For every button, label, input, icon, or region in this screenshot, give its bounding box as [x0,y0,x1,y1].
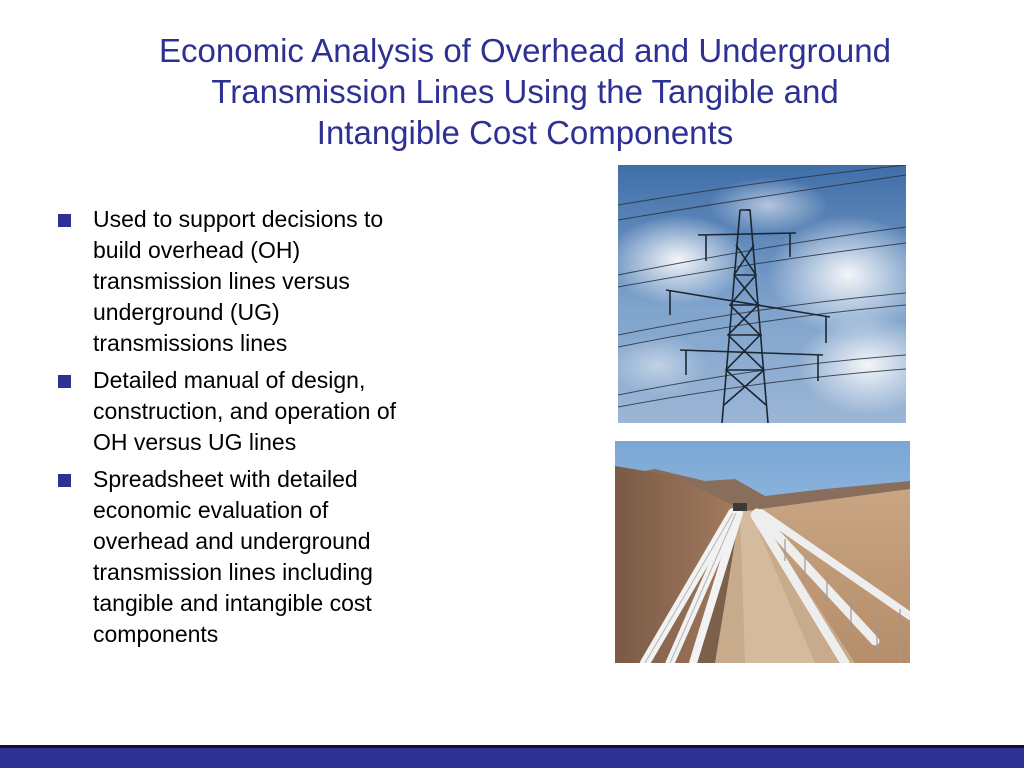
square-bullet-icon [58,474,71,487]
bullet-text-line: Spreadsheet with detailed [93,466,358,492]
footer-bar [0,745,1024,768]
bullet-text-line: construction, and operation of [93,398,397,424]
bullet-item [56,365,486,458]
bullet-text-line: transmissions lines [93,330,288,356]
bullet-text-line: build overhead (OH) [93,237,301,263]
bullet-list [56,204,486,656]
bullet-text-line: transmission lines versus [93,268,350,294]
underground-cable-trench-photo [615,441,910,663]
bullet-item [56,204,486,359]
title-line-1: Economic Analysis of Overhead and Underground [159,32,891,69]
title-line-2: Transmission Lines Using the Tangible and [211,73,839,110]
bullet-text-line: components [93,621,219,647]
bullet-text-line: transmission lines including [93,559,373,585]
transmission-tower-photo [618,165,906,423]
bullet-text-line: Detailed manual of design, [93,367,366,393]
title-line-3: Intangible Cost Components [316,114,734,151]
bullet-text-line: OH versus UG lines [93,429,297,455]
bullet-item [56,464,486,650]
bullet-text-line: Used to support decisions to [93,206,384,232]
bullet-text-line: economic evaluation of [93,497,329,523]
slide-title [60,30,990,153]
bullet-text-line: underground (UG) [93,299,280,325]
square-bullet-icon [58,214,71,227]
square-bullet-icon [58,375,71,388]
bullet-text-line: overhead and underground [93,528,371,554]
bullet-text-line: tangible and intangible cost [93,590,372,616]
